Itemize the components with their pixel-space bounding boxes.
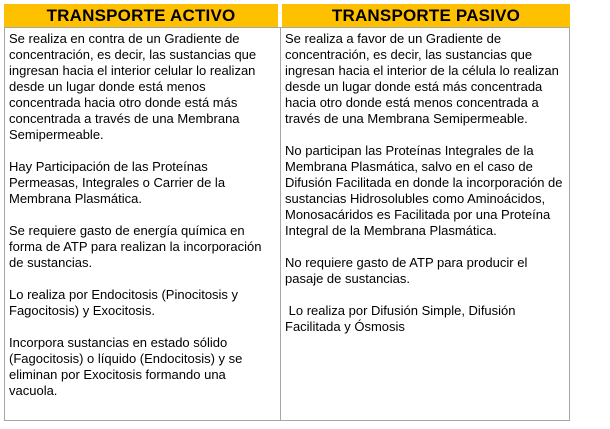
table-header-row (4, 4, 570, 27)
header-cell-transporte-activo: TRANSPORTE ACTIVO (4, 4, 278, 27)
column-transporte-activo-body (4, 27, 281, 421)
passive-paragraph-proteins: No participan las Proteínas Integrales de la Membrana Plasmática, salvo en el caso de Difusión Facilitada en donde la incorporación de sustancias Hidrosolubles como Aminoácidos, Monosacáridos es Facilitada por una Proteína Integral de la Membrana Plasmática. (285, 143, 567, 238)
active-paragraph-atp: Se requiere gasto de energía química en forma de ATP para realizan la incorporación de sustancias. (9, 223, 266, 270)
passive-paragraph-atp: No requiere gasto de ATP para producir el pasaje de sustancias. (285, 255, 531, 286)
column-transporte-pasivo-body (281, 27, 570, 421)
transport-comparison-table (4, 4, 570, 421)
passive-paragraph-diffusion: Lo realiza por Difusión Simple, Difusión Facilitada y Ósmosis (285, 303, 520, 334)
passive-paragraph-gradient: Se realiza a favor de un Gradiente de concentración, es decir, las sustancias que ingresan hacia el interior de la célula lo realizan desde un lugar donde está más concentrada hacia otro donde está menos concentrada a través de una Membrana Semipermeable. (285, 31, 563, 126)
active-paragraph-endocytosis: Lo realiza por Endocitosis (Pinocitosis y Fagocitosis) y Exocitosis. (9, 287, 242, 318)
table-body-row (4, 27, 570, 421)
active-paragraph-vacuole: Incorpora sustancias en estado sólido (Fagocitosis) o líquido (Endocitosis) y se eliminan por Exocitosis formando una vacuola. (9, 335, 246, 398)
active-paragraph-gradient: Se realiza en contra de un Gradiente de concentración, es decir, las sustancias que ingresan hacia el interior celular lo realizan desde un lugar donde está menos concentrada hacia otro donde está más concentrada a través de una Membrana Semipermeable. (9, 31, 260, 142)
header-cell-transporte-pasivo: TRANSPORTE PASIVO (282, 4, 570, 27)
active-paragraph-proteins: Hay Participación de las Proteínas Permeasas, Integrales o Carrier de la Membrana Plasmática. (9, 159, 229, 206)
